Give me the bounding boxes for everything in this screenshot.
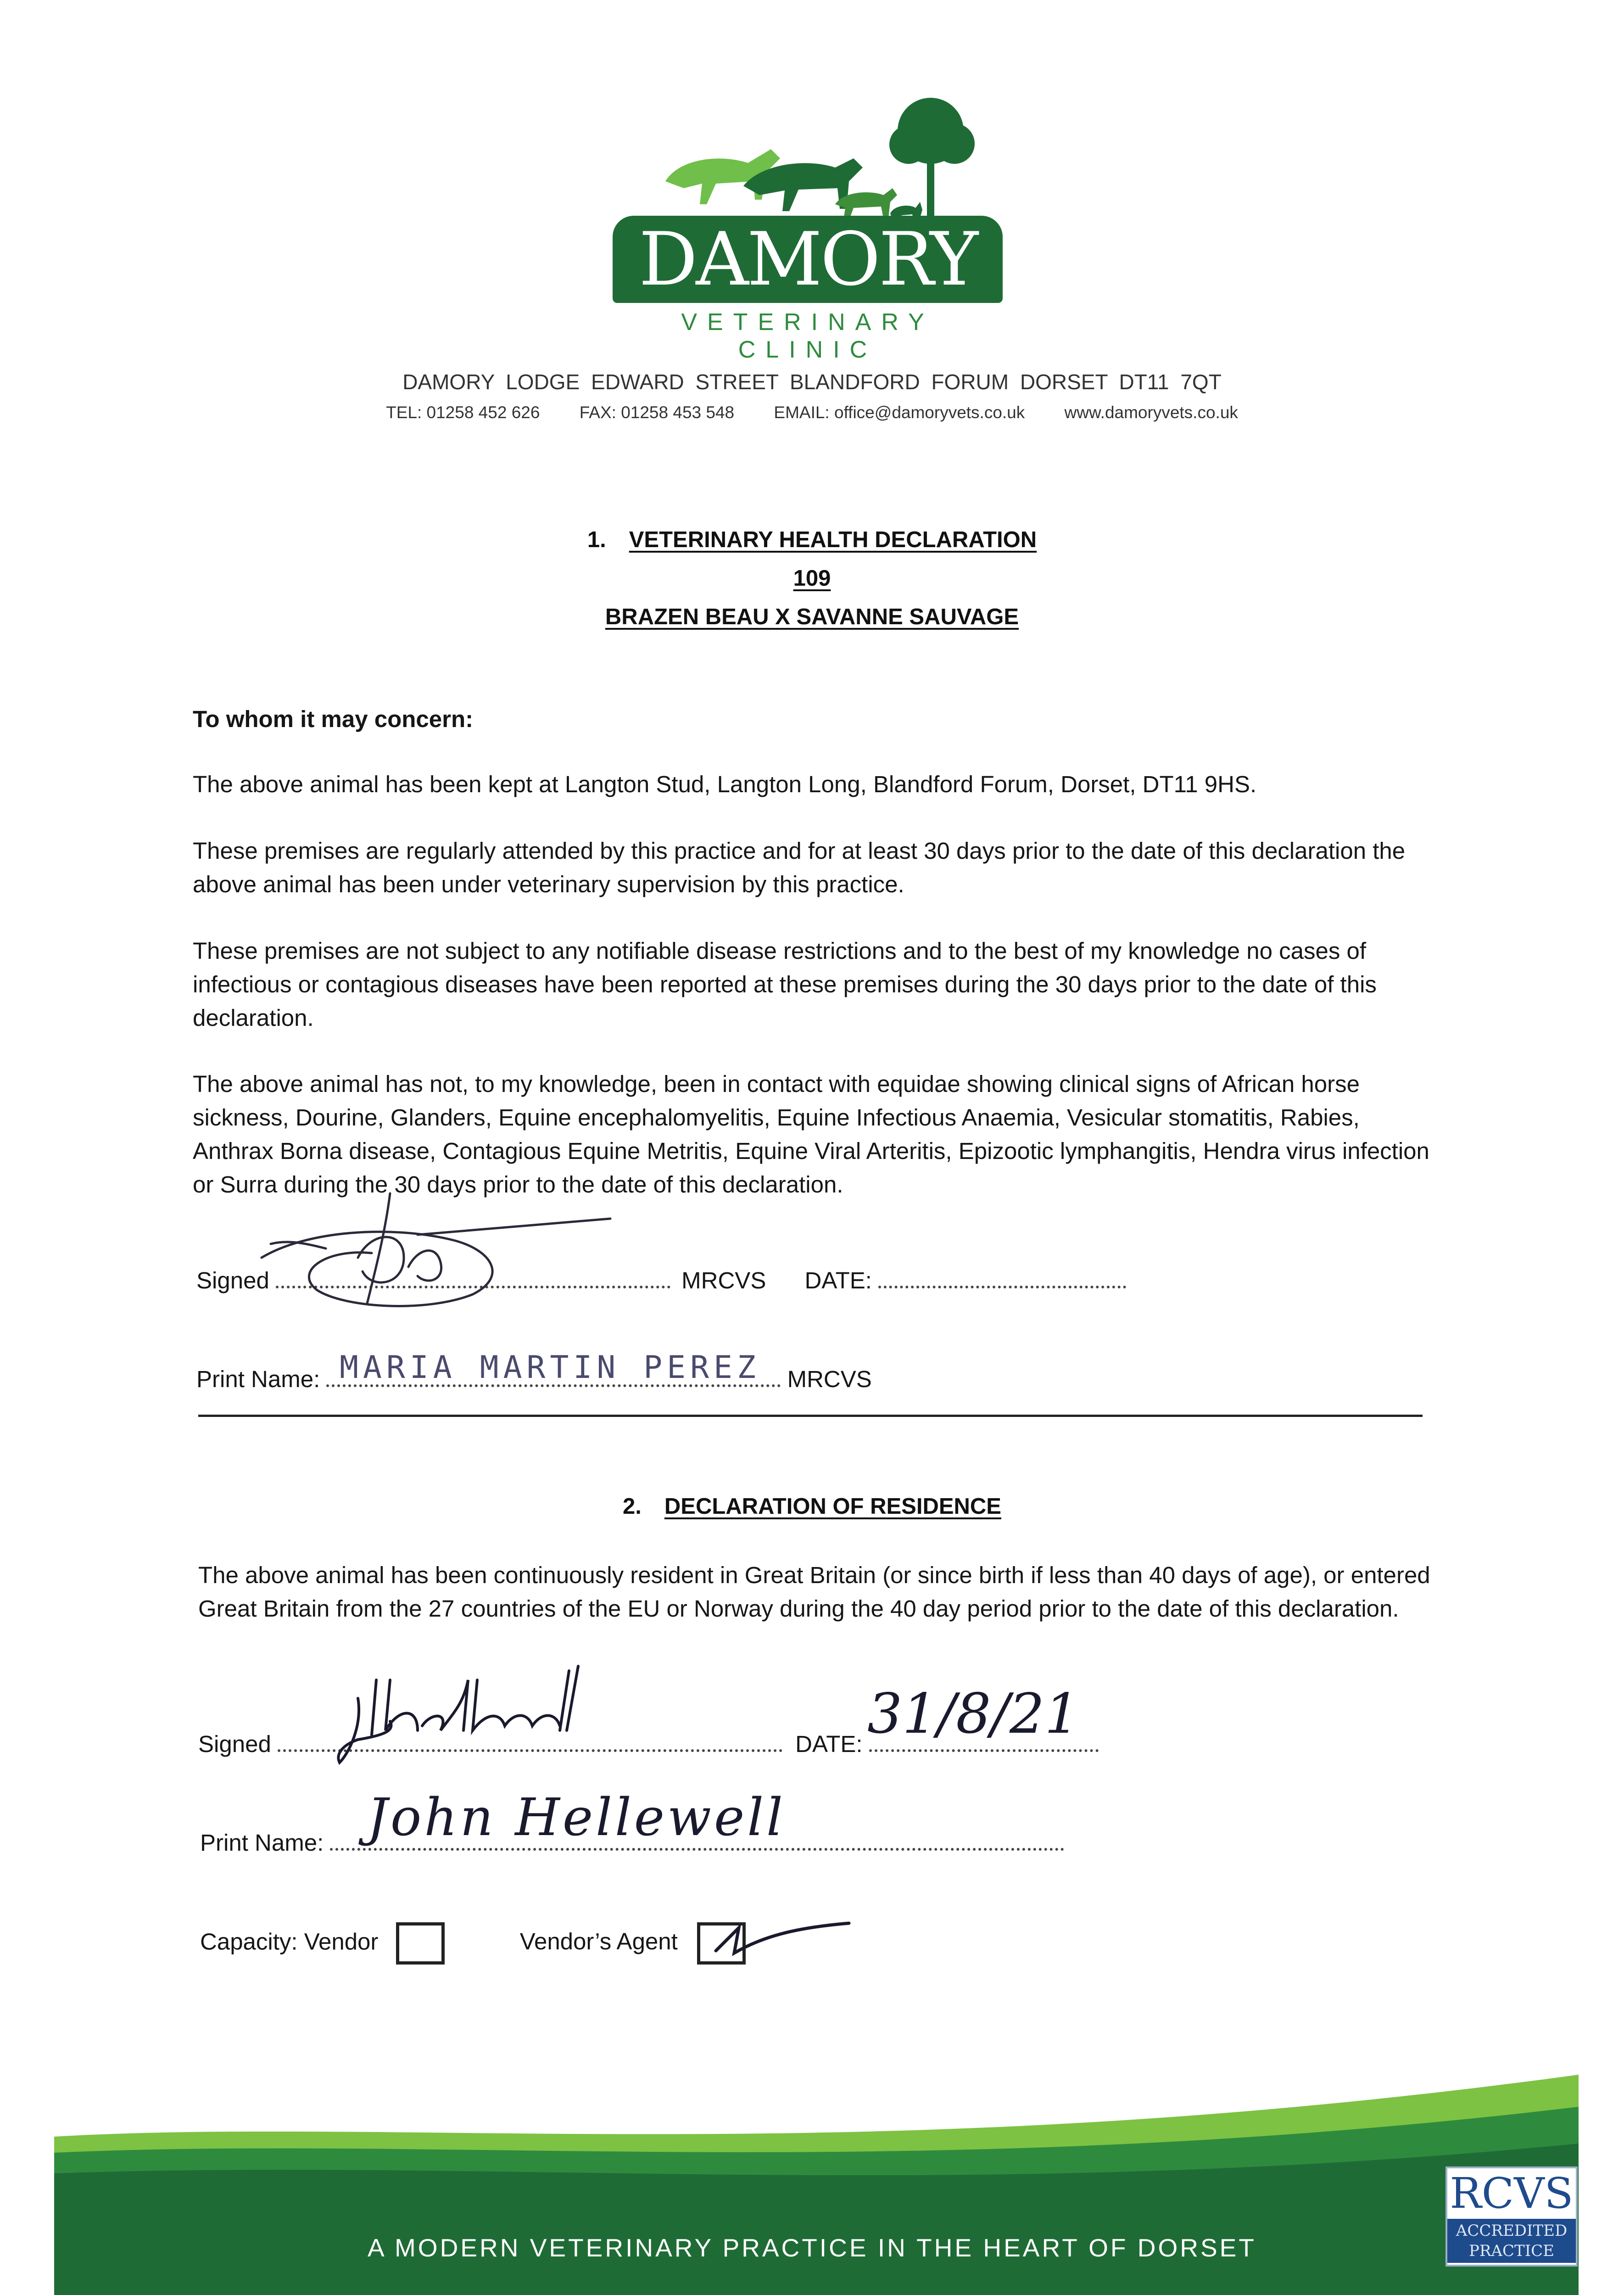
- section-divider: [198, 1415, 1423, 1417]
- section1-title: [0, 527, 1624, 553]
- paragraph-premises: The above animal has been kept at Langton Stud, Langton Long, Blandford Forum, Dorset, DT11 9HS.: [193, 771, 1257, 797]
- clinic-subtitle: VETERINARY CLINIC: [681, 309, 934, 363]
- signed-label-2: Signed: [198, 1731, 271, 1757]
- footer-tagline: A MODERN VETERINARY PRACTICE IN THE HEART OF DORSET: [368, 2233, 1256, 2262]
- section1-title-text: VETERINARY HEALTH DECLARATION: [629, 527, 1037, 552]
- logo-banner: [613, 216, 1003, 303]
- paragraph-restrictions: These premises are not subject to any notifiable disease restrictions and to the best of my knowledge no cases of infectious or contagious diseases have been reported at these premises during the 30 days prior to the date of this declaration.: [193, 938, 1377, 1031]
- print-name-mrcvs: MRCVS: [787, 1366, 872, 1392]
- section1-number: 1.: [587, 527, 606, 552]
- vendor-agent-label: Vendor’s Agent: [519, 1928, 678, 1955]
- clinic-fax: FAX: 01258 453 548: [579, 403, 735, 422]
- clinic-contacts: [0, 403, 1624, 422]
- date-label-2: DATE:: [795, 1731, 863, 1757]
- section2-title-text: DECLARATION OF RESIDENCE: [664, 1494, 1001, 1519]
- vet-printed-name: MARIA MARTIN PEREZ: [340, 1349, 760, 1386]
- clinic-email: EMAIL: office@damoryvets.co.uk: [774, 403, 1025, 422]
- clinic-name: DAMORY: [639, 216, 977, 302]
- mrcvs-label: MRCVS: [681, 1267, 766, 1293]
- paragraph-diseases: The above animal has not, to my knowledge, been in contact with equidae showing clinical signs of African horse sickness, Dourine, Glanders, Equine encephalomyelitis, Equine Infectious Anaemia, Vesicular stomatitis, Rabies, Anthrax Borna disease, Contagious Equine Metritis, Equine Viral Arteritis, Epizootic lymphangitis, Hendra virus infection or Surra during the 30 days prior to the date of this declaration.: [193, 1071, 1429, 1198]
- clinic-tel: TEL: 01258 452 626: [386, 403, 540, 422]
- clinic-address: DAMORY LODGE EDWARD STREET BLANDFORD FORUM DORSET DT11 7QT: [402, 370, 1222, 394]
- agent-tick-mark: [702, 1909, 854, 1969]
- logo-animals-illustration: [633, 90, 1010, 227]
- vendor-signature: [330, 1662, 688, 1772]
- paragraph-supervision: These premises are regularly attended by this practice and for at least 30 days prior to the date of this declaration the above animal has been under veterinary supervision by this practice.: [193, 838, 1406, 897]
- vendor-date-value: 31/8/21: [867, 1682, 1080, 1746]
- vet-signature: [252, 1175, 619, 1322]
- date-label: DATE:: [804, 1267, 872, 1293]
- rcvs-accredited-badge: [1445, 2166, 1578, 2267]
- section2-number: 2.: [623, 1494, 642, 1519]
- capacity-vendor-label: Capacity: Vendor: [200, 1928, 379, 1955]
- rcvs-badge-sub: ACCREDITED PRACTICE: [1447, 2219, 1576, 2263]
- vendor-printed-name: John Hellewell: [367, 1788, 786, 1847]
- print-name-label-2: Print Name:: [200, 1830, 324, 1856]
- signed-label: Signed: [196, 1267, 269, 1293]
- clinic-website: www.damoryvets.co.uk: [1064, 403, 1238, 422]
- rcvs-badge-name: RCVS: [1450, 2169, 1574, 2218]
- capacity-row: [200, 1922, 746, 1965]
- section2-title: [0, 1494, 1624, 1519]
- animal-name: BRAZEN BEAU X SAVANNE SAUVAGE: [605, 605, 1019, 629]
- declaration-ref: 109: [793, 566, 831, 591]
- vendor-checkbox[interactable]: [396, 1922, 445, 1965]
- print-name-label: Print Name:: [196, 1366, 320, 1392]
- paragraph-residence: The above animal has been continuously resident in Great Britain (or since birth if less than 40 days of age), or entered Great Britain from the 27 countries of the EU or Norway during the 40 day period prior to the date of this declaration.: [198, 1562, 1430, 1622]
- salutation: To whom it may concern:: [193, 706, 474, 732]
